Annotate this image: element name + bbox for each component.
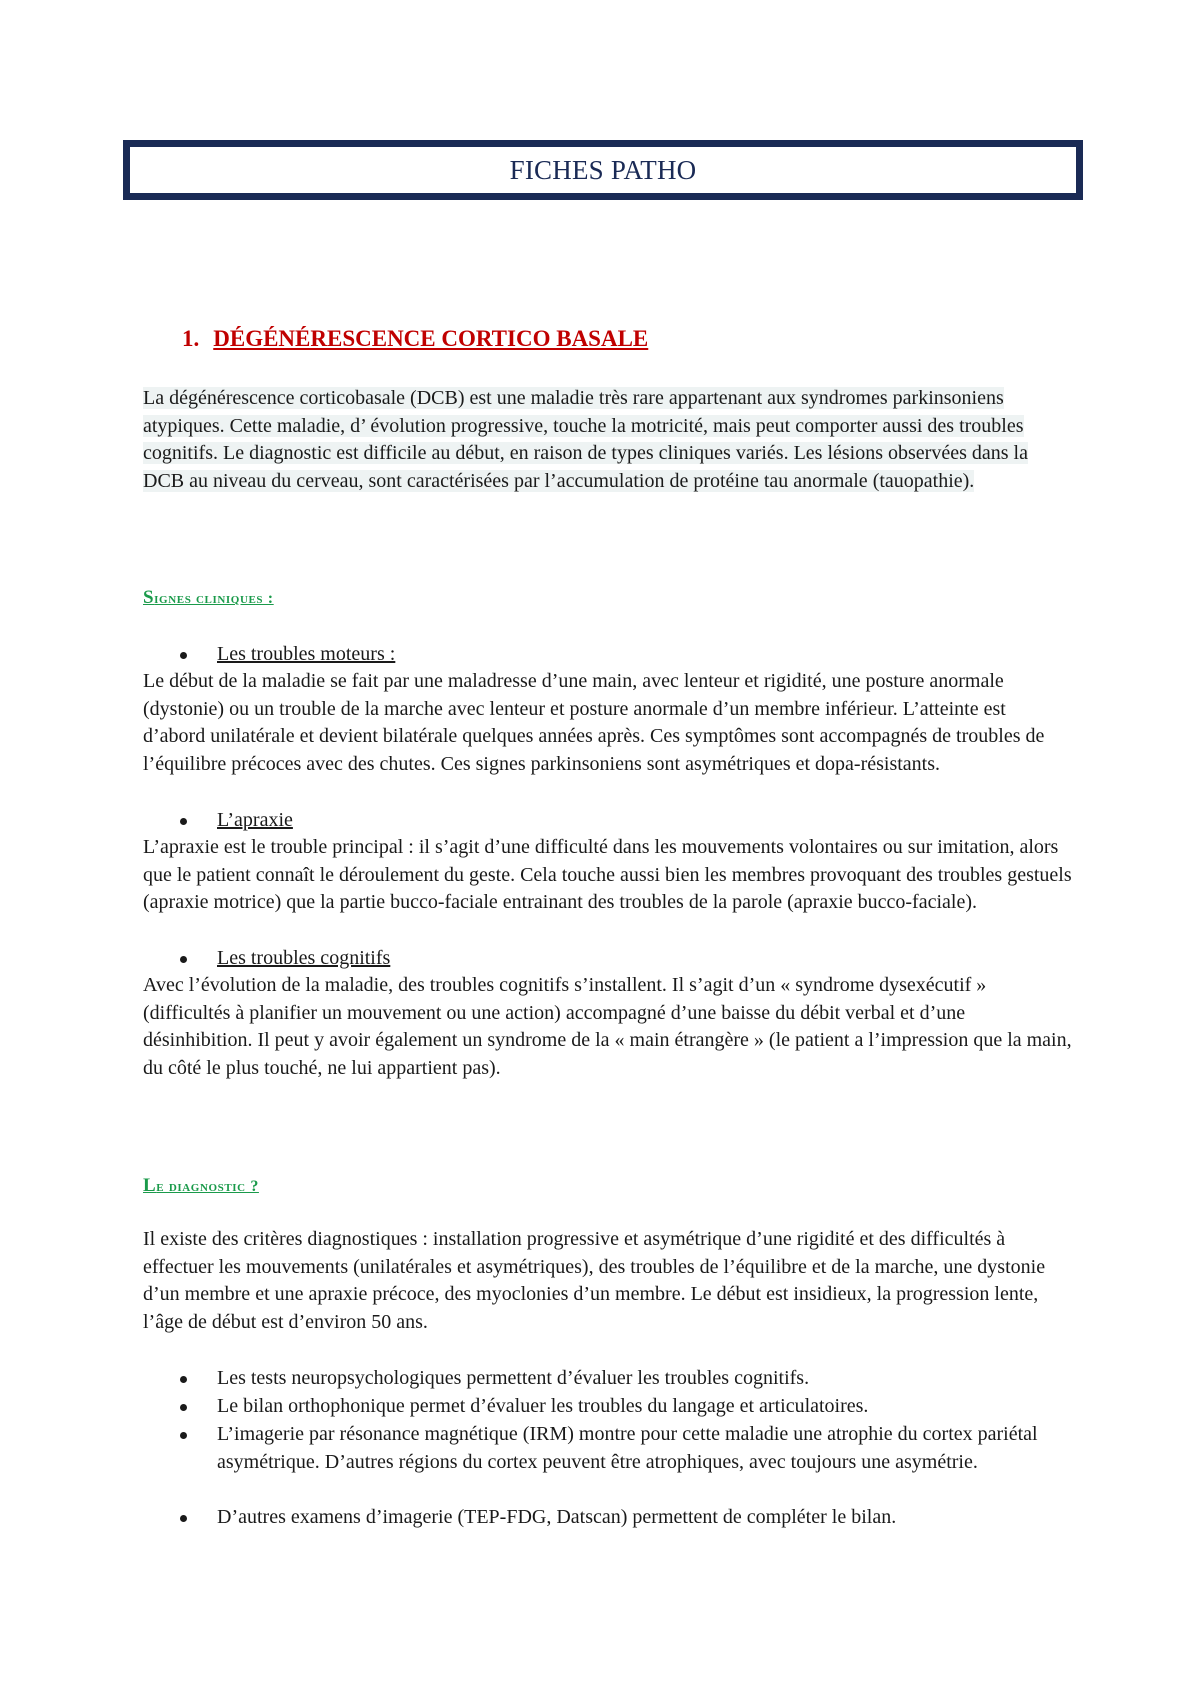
- bullet-icon: [180, 818, 187, 825]
- diagnostic-bullet: Les tests neuropsychologiques permettent d’évaluer les troubles cognitifs.: [180, 1365, 1080, 1393]
- bullet-icon: [180, 1432, 187, 1439]
- bullet-icon: [180, 956, 187, 963]
- troubles-cognitifs-paragraph: Avec l’évolution de la maladie, des troubles cognitifs s’installent. Il s’agit d’un « syndrome dysexécutif » (difficultés à planifier un mouvement ou une action) accompagné d’une baisse du débit verbal et d’une désinhibition. Il peut y avoir également un syndrome de la « main étrangère » (le patient a l’impression que la main, du côté le plus touché, ne lui appartient pas).: [143, 974, 1072, 1079]
- section-heading: [182, 326, 648, 352]
- bullet-label: Les troubles cognitifs: [217, 947, 391, 969]
- section-number: 1.: [182, 326, 200, 351]
- page-title: FICHES PATHO: [509, 154, 697, 185]
- bullet-icon: [180, 652, 187, 659]
- bullet-troubles-moteurs: [180, 641, 1080, 669]
- signes-cliniques-heading: Signes cliniques :: [143, 587, 274, 608]
- diagnostic-bullet: D’autres examens d’imagerie (TEP-FDG, Datscan) permettent de compléter le bilan.: [180, 1504, 1080, 1532]
- page-title-box: [123, 140, 1083, 200]
- diagnostic-heading: Le diagnostic ?: [143, 1175, 259, 1196]
- bullet-label: Les troubles moteurs :: [217, 643, 396, 665]
- intro-text: La dégénérescence corticobasale (DCB) est une maladie très rare appartenant aux syndromes parkinsoniens atypiques. Cette maladie, d’ évolution progressive, touche la motricité, mais peut comporter aussi des troubles cognitifs. Le diagnostic est difficile au début, en raison de types cliniques variés. Les lésions observées dans la DCB au niveau du cerveau, sont caractérisées par l’accumulation de protéine tau anormale (tauopathie).: [143, 387, 1028, 492]
- bullet-icon: [180, 1515, 187, 1522]
- bullet-icon: [180, 1376, 187, 1383]
- diagnostic-bullet: Le bilan orthophonique permet d’évaluer les troubles du langage et articulatoires.: [180, 1393, 1080, 1421]
- bullet-icon: [180, 1404, 187, 1411]
- section-title: DÉGÉNÉRESCENCE CORTICO BASALE: [213, 326, 649, 351]
- intro-paragraph: [143, 385, 1073, 495]
- diagnostic-paragraph: Il existe des critères diagnostiques : installation progressive et asymétrique d’une rigidité et des difficultés à effectuer les mouvements (unilatérales et asymétriques), des troubles de l’équilibre et de la marche, une dystonie d’un membre et une apraxie précoce, des myoclonies d’un membre. Le début est insidieux, la progression lente, l’âge de début est d’environ 50 ans.: [143, 1228, 1046, 1333]
- bullet-label: L’apraxie: [217, 809, 293, 831]
- bullet-troubles-cognitifs: [180, 945, 1080, 973]
- apraxie-paragraph: L’apraxie est le trouble principal : il s’agit d’une difficulté dans les mouvements volontaires ou sur imitation, alors que le patient connaît le déroulement du geste. Cela touche aussi bien les membres provoquant des troubles gestuels (apraxie motrice) que la partie bucco-faciale entrainant des troubles de la parole (apraxie bucco-faciale).: [143, 836, 1072, 914]
- troubles-moteurs-paragraph: Le début de la maladie se fait par une maladresse d’une main, avec lenteur et rigidité, une posture anormale (dystonie) ou un trouble de la marche avec lenteur et posture anormale d’un membre inférieur. L’atteinte est d’abord unilatérale et devient bilatérale quelques années après. Ces symptômes sont accompagnés de troubles de l’équilibre précoces avec des chutes. Ces signes parkinsoniens sont asymétriques et dopa-résistants.: [143, 670, 1045, 775]
- bullet-apraxie: [180, 807, 1080, 835]
- diagnostic-bullet: L’imagerie par résonance magnétique (IRM) montre pour cette maladie une atrophie du cortex pariétal asymétrique. D’autres régions du cortex peuvent être atrophiques, avec toujours une asymétrie.: [180, 1421, 1080, 1476]
